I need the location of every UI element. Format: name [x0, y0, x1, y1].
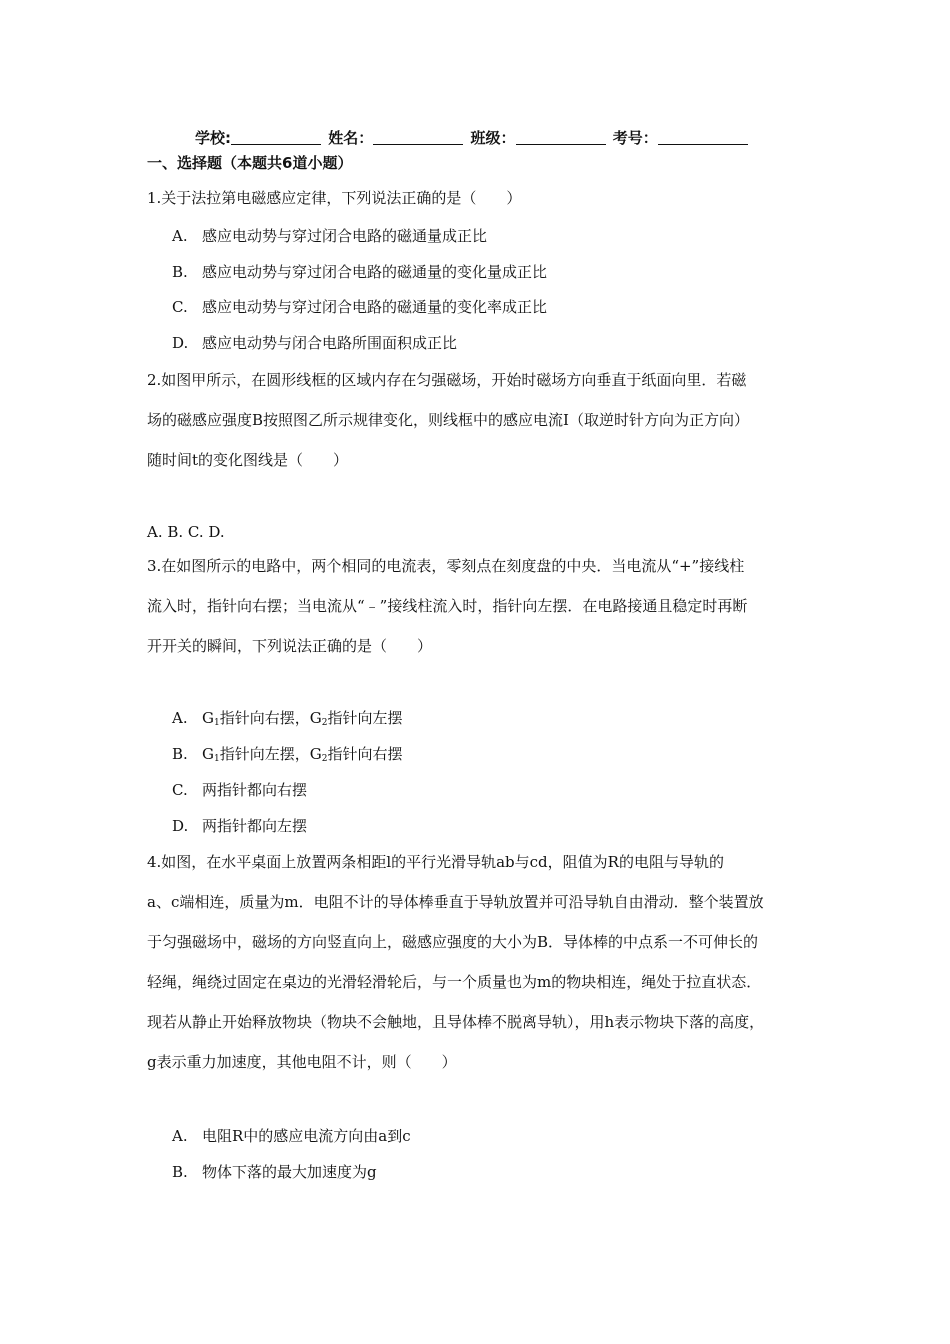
option-letter: D. — [172, 817, 189, 835]
option-letter: A. — [172, 227, 188, 245]
school-label: 学校: — [195, 129, 231, 147]
q2-options[interactable]: A. B. C. D. — [147, 523, 225, 541]
option-letter: B. — [172, 263, 188, 281]
q4-stem-line-5: 现若从静止开始释放物块（物块不会触地，且导体棒不脱离导轨），用h表示物块下落的高度， — [147, 1013, 765, 1031]
option-text: 物体下落的最大加速度为g — [202, 1163, 377, 1181]
q4-stem-line-6: g表示重力加速度，其他电阻不计，则（ ） — [147, 1053, 457, 1071]
class-blank[interactable] — [516, 130, 606, 145]
option-letter: B. — [172, 1163, 188, 1181]
q1-stem: 1.关于法拉第电磁感应定律，下列说法正确的是（ ） — [147, 189, 522, 207]
q4-option-b[interactable] — [172, 1162, 377, 1182]
q3-option-a[interactable] — [172, 708, 402, 733]
q1-option-a[interactable] — [172, 226, 487, 246]
option-letter: C. — [172, 298, 188, 316]
option-letter: C. — [172, 781, 188, 799]
class-label: 班级： — [470, 129, 516, 147]
galvanometer-2: $G_2$ — [309, 745, 328, 764]
option-text: 指针向左摆， — [219, 745, 310, 763]
option-text: 感应电动势与闭合电路所围面积成正比 — [202, 334, 458, 352]
q1-option-b[interactable] — [172, 262, 547, 282]
option-letter: A. — [172, 709, 188, 727]
option-text: 指针向右摆 — [327, 745, 403, 763]
name-label: 姓名： — [328, 129, 374, 147]
section-title: 一、选择题（本题共6道小题） — [147, 154, 353, 172]
q3-option-c[interactable] — [172, 780, 307, 800]
option-text: 感应电动势与穿过闭合电路的磁通量成正比 — [202, 227, 488, 245]
galvanometer-1: $G_1$ — [202, 709, 220, 728]
option-text: 电阻R中的感应电流方向由a到c — [202, 1127, 411, 1145]
option-letter: B. — [172, 745, 188, 763]
option-text: 指针向右摆， — [219, 709, 310, 727]
option-text: 两指针都向左摆 — [202, 817, 308, 835]
q4-stem-line-3: 于匀强磁场中，磁场的方向竖直向上，磁感应强度的大小为B．导体棒的中点系一不可伸长的 — [147, 933, 759, 951]
q3-option-d[interactable] — [172, 816, 307, 836]
option-text: 指针向左摆 — [327, 709, 403, 727]
option-text: 感应电动势与穿过闭合电路的磁通量的变化率成正比 — [202, 298, 548, 316]
q4-stem-line-2: a、c端相连，质量为m．电阻不计的导体棒垂直于导轨放置并可沿导轨自由滑动．整个装置放 — [147, 893, 764, 911]
q4-option-a[interactable] — [172, 1126, 411, 1146]
q4-stem-line-4: 轻绳，绳绕过固定在桌边的光滑轻滑轮后，与一个质量也为m的物块相连，绳处于拉直状态． — [147, 973, 762, 991]
exam-header — [195, 127, 750, 148]
q1-option-c[interactable] — [172, 297, 547, 317]
q3-option-b[interactable] — [172, 744, 402, 769]
school-blank[interactable] — [231, 130, 321, 145]
option-letter: D. — [172, 334, 189, 352]
q2-stem-line-2: 场的磁感应强度B按照图乙所示规律变化，则线框中的感应电流I（取逆时针方向为正方向） — [147, 411, 749, 429]
q2-stem-line-1: 2.如图甲所示，在圆形线框的区域内存在匀强磁场，开始时磁场方向垂直于纸面向里．若磁 — [147, 371, 747, 389]
q3-stem-line-1: 3.在如图所示的电路中，两个相同的电流表，零刻点在刻度盘的中央．当电流从“+”接线柱 — [147, 557, 745, 575]
q3-stem-line-2: 流入时，指针向右摆；当电流从“﹣”接线柱流入时，指针向左摆．在电路接通且稳定时再断 — [147, 597, 748, 615]
galvanometer-2: $G_2$ — [309, 709, 328, 728]
q1-option-d[interactable] — [172, 333, 457, 353]
option-text: 感应电动势与穿过闭合电路的磁通量的变化量成正比 — [202, 263, 548, 281]
q3-stem-line-3: 开开关的瞬间，下列说法正确的是（ ） — [147, 637, 433, 655]
name-blank[interactable] — [373, 130, 463, 145]
q2-stem-line-3: 随时间t的变化图线是（ ） — [147, 451, 349, 469]
id-label: 考号： — [612, 129, 658, 147]
id-blank[interactable] — [658, 130, 748, 145]
galvanometer-1: $G_1$ — [202, 745, 220, 764]
q4-stem-line-1: 4.如图，在水平桌面上放置两条相距l的平行光滑导轨ab与cd，阻值为R的电阻与导轨的 — [147, 853, 724, 871]
option-letter: A. — [172, 1127, 188, 1145]
option-text: 两指针都向右摆 — [202, 781, 308, 799]
